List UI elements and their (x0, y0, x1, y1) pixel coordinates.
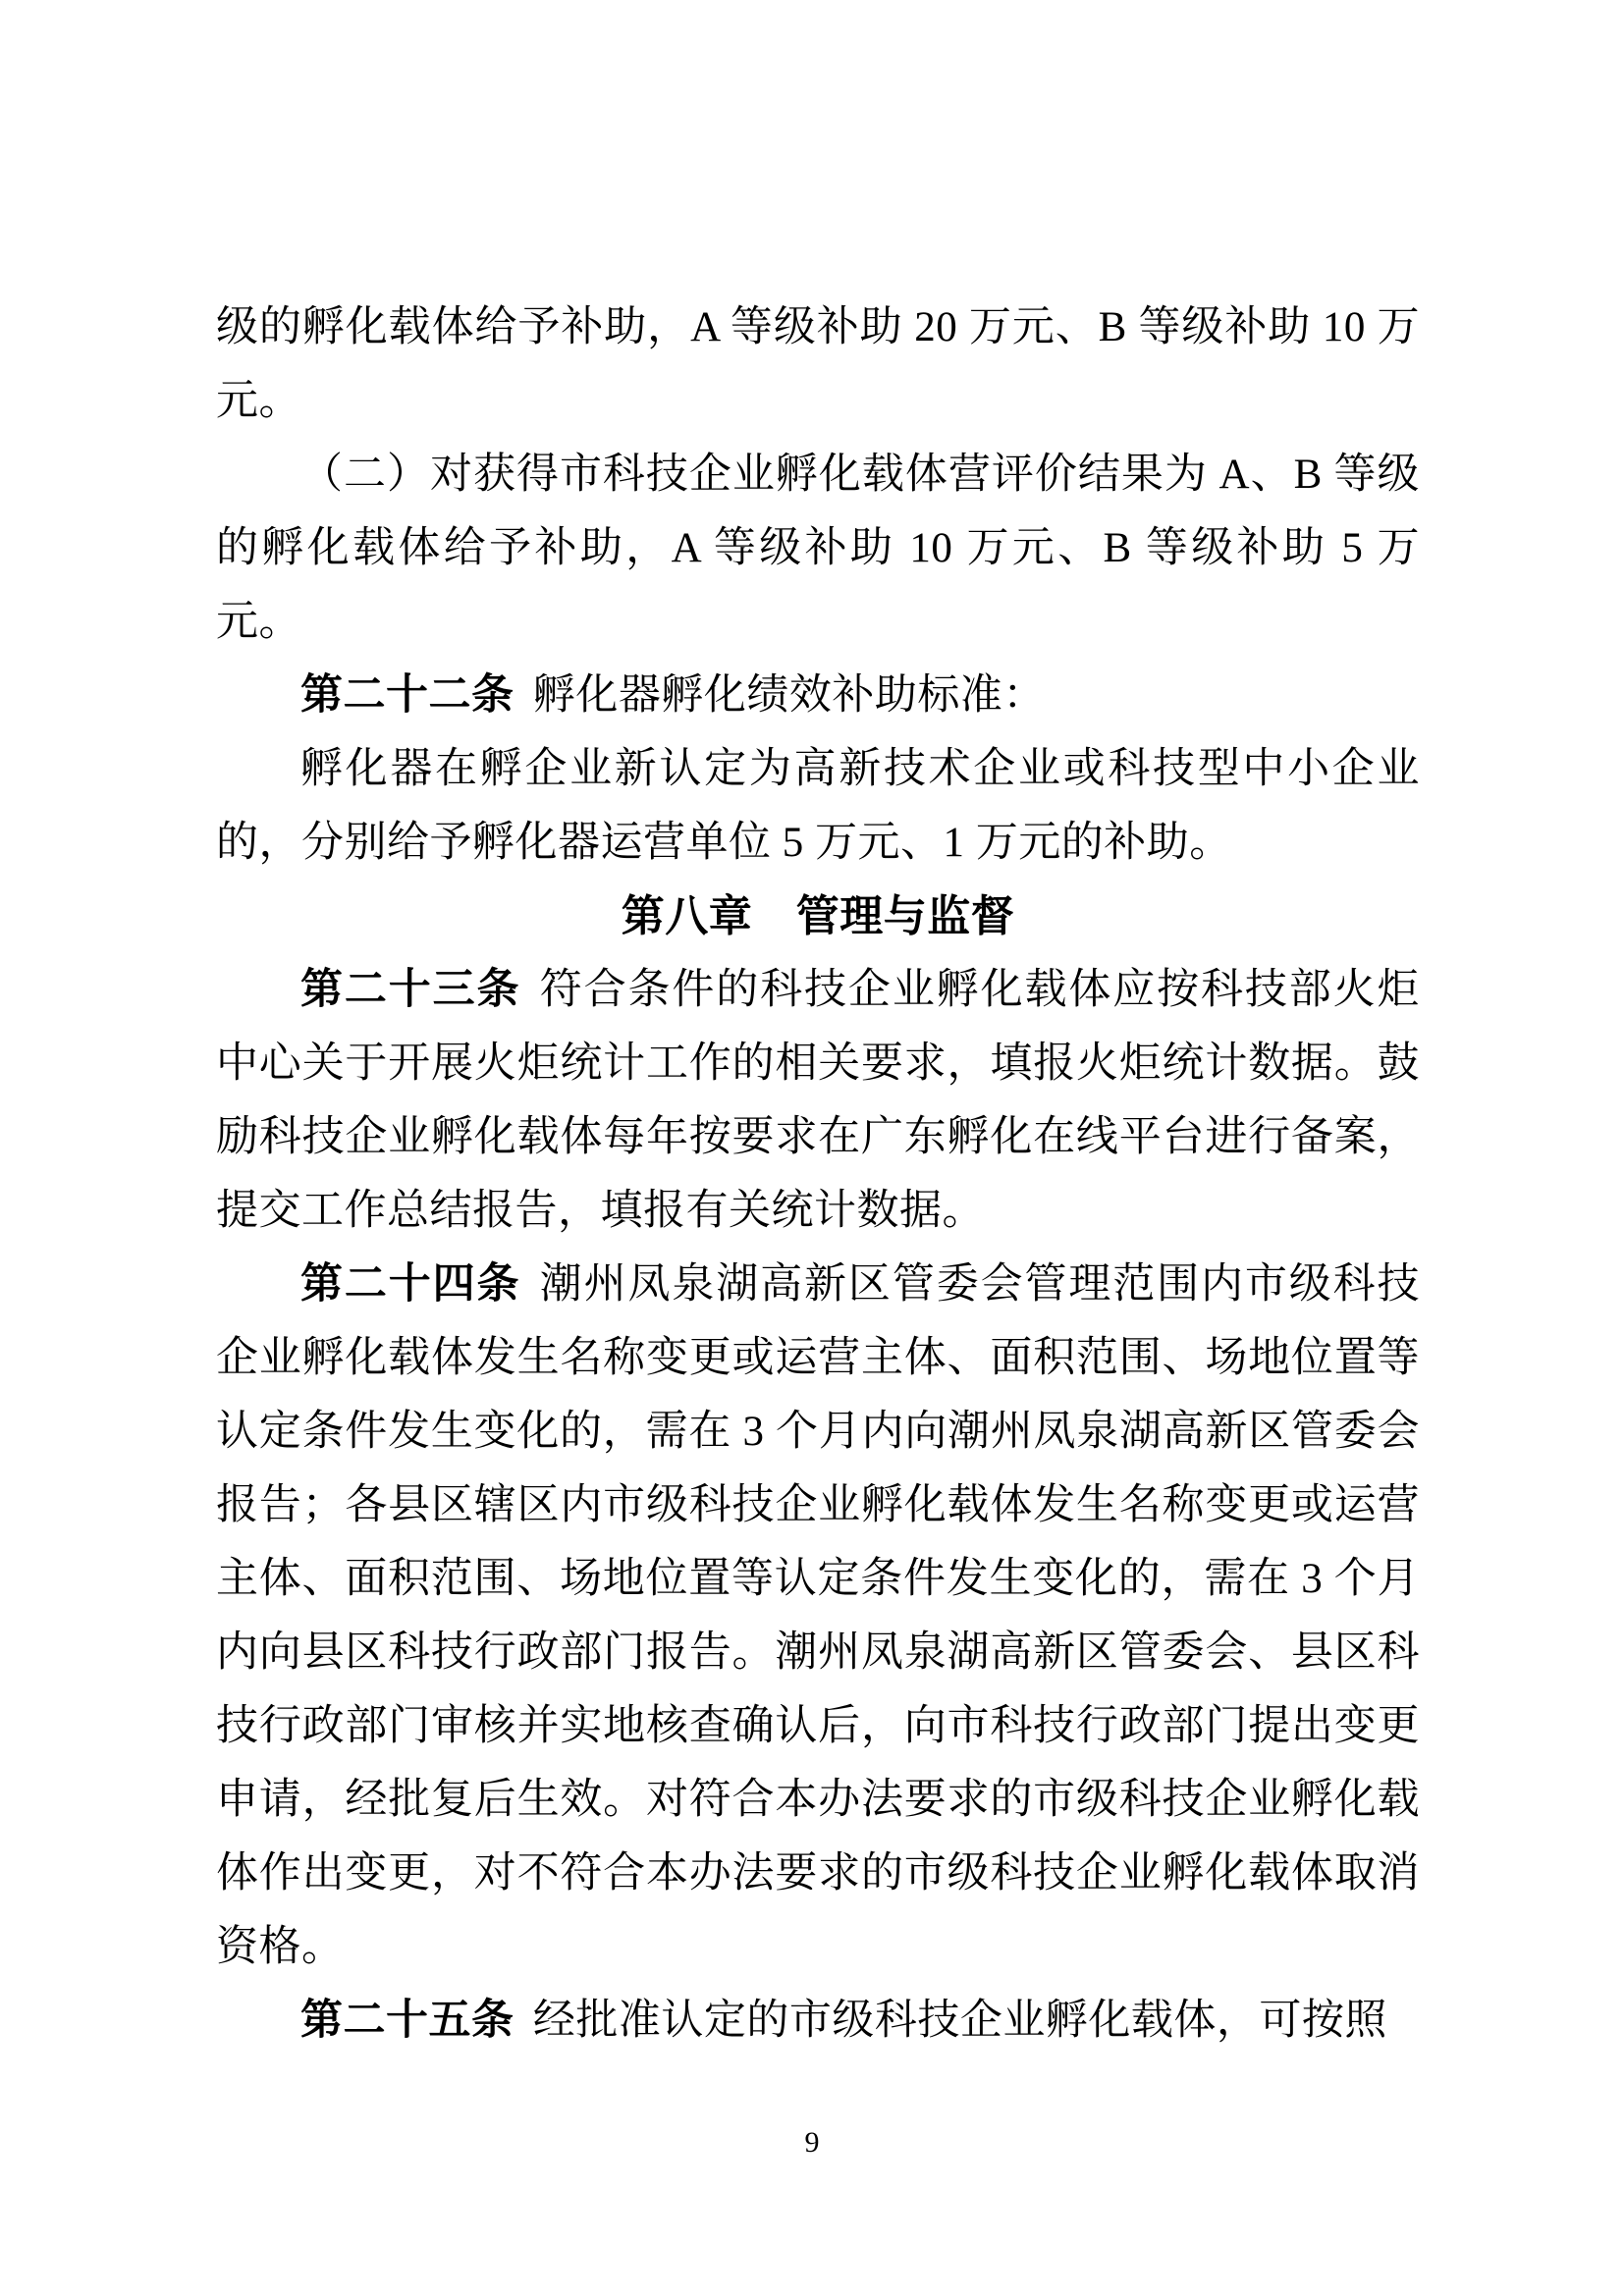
article-22-number: 第二十二条 (300, 672, 514, 719)
article-23-text: 符合条件的科技企业孵化载体应按科技部火炬中心关于开展火炬统计工作的相关要求，填报火炬统计数据。鼓励科技企业孵化载体每年按要求在广东孵化在线平台进行备案，提交工作总结报告，填报有关统计数据。 (216, 967, 1421, 1234)
paragraph-article-24 (216, 1248, 1420, 1984)
page-number: 9 (804, 2126, 820, 2159)
paragraph-article-22 (216, 659, 1420, 732)
paragraph-continuation-subsidy: 级的孵化载体给予补助，A 等级补助 20 万元、B 等级补助 10 万元。 (216, 304, 1420, 424)
article-23-number: 第二十三条 (300, 967, 521, 1013)
paragraph-subsidy-item-two: （二）对获得市科技企业孵化载体营评价结果为 A、B 等级的孵化载体给予补助，A 等级补助 10 万元、B 等级补助 5 万元。 (216, 452, 1420, 645)
document-body (216, 291, 1420, 2057)
chapter-8-heading: 第八章 管理与监督 (621, 892, 1015, 940)
page-footer (0, 2123, 1624, 2163)
paragraph-incubator-performance: 孵化器在孵企业新认定为高新技术企业或科技型中小企业的，分别给予孵化器运营单位 5 万元、1 万元的补助。 (216, 746, 1420, 866)
article-24-number: 第二十四条 (300, 1261, 521, 1308)
article-24-text: 潮州凤泉湖高新区管委会管理范围内市级科技企业孵化载体发生名称变更或运营主体、面积范围、场地位置等认定条件发生变化的，需在 3 个月内向潮州凤泉湖高新区管委会报告；各县区辖区内市级科技企业孵化载体发生名称变更或运营主体、面积范围、场地位置等认定条件发生变化的，需在 3 个月内向县区科技行政部门报告。潮州凤泉湖高新区管委会、县区科技行政部门审核并实地核查确认后，向市科技行政部门提出变更申请，经批复后生效。对符合本办法要求的市级科技企业孵化载体作出变更，对不符合本办法要求的市级科技企业孵化载体取消资格。 (216, 1261, 1421, 1970)
article-25-number: 第二十五条 (300, 1998, 514, 2044)
paragraph-article-25 (216, 1984, 1420, 2057)
article-25-text: 经批准认定的市级科技企业孵化载体，可按照 (532, 1998, 1387, 2044)
paragraph-article-23 (216, 953, 1420, 1248)
article-22-text: 孵化器孵化绩效补助标准： (532, 672, 1046, 719)
